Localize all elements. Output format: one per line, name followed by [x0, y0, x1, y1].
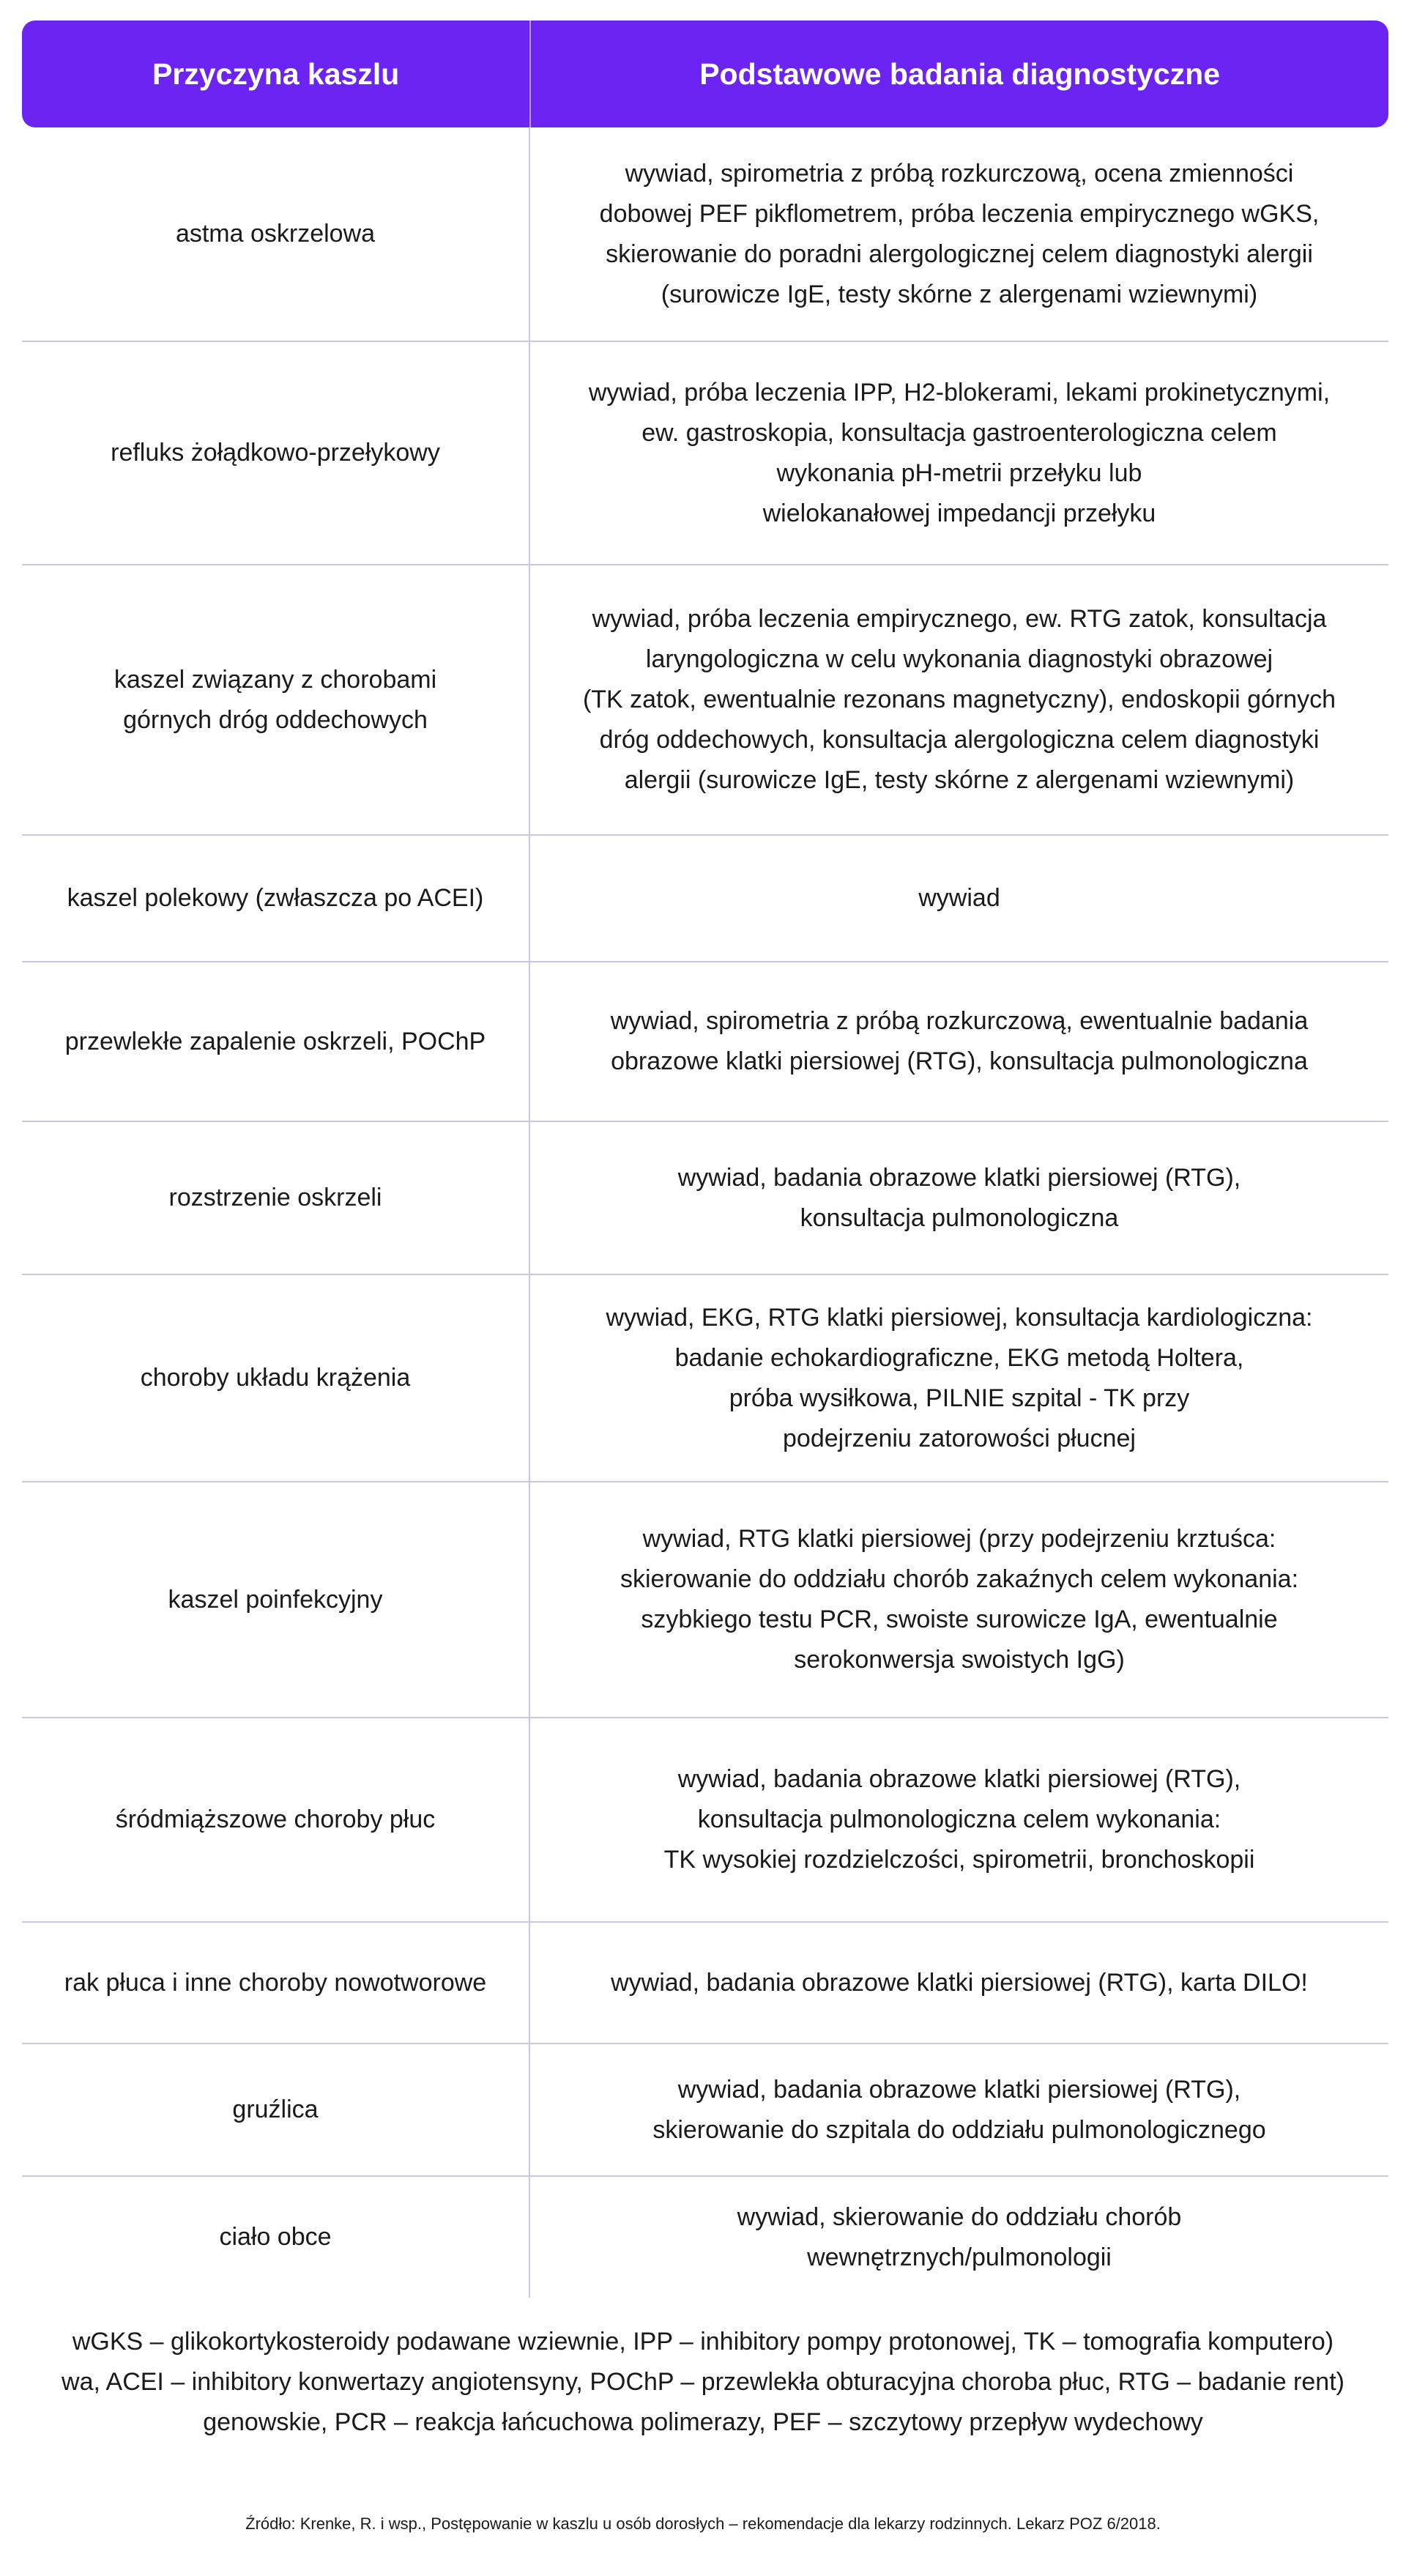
diagnostics-cell	[530, 1718, 1388, 1921]
table-row	[22, 565, 1388, 836]
cause-text: kaszel polekowy (zwłaszcza po ACEI)	[67, 884, 484, 912]
diagnostics-cell	[530, 1122, 1388, 1274]
diagnostics-text: wywiad, skierowanie do oddziału chorób wewnętrznych/pulmonologii	[737, 2202, 1182, 2271]
cause-cell	[22, 962, 530, 1121]
header-cause: Przyczyna kaszlu	[22, 21, 531, 127]
cause-cell	[22, 565, 530, 834]
table-row	[22, 836, 1388, 962]
cause-text: kaszel związany z chorobami górnych dróg oddechowych	[114, 665, 437, 734]
cause-cell	[22, 1923, 530, 2043]
cause-cell	[22, 127, 530, 341]
diagnostics-text: wywiad, spirometria z próbą rozkurczową, ocena zmienności dobowej PEF pikflometrem, próba leczenia empirycznego wGKS, skierowanie do poradni alergologicznej celem diagnostyki alergii (surowicze IgE, testy skórne z alergenami wziewnymi)	[599, 159, 1320, 308]
cause-text: refluks żołądkowo-przełykowy	[111, 439, 440, 467]
cause-text: astma oskrzelowa	[175, 220, 376, 248]
diagnostics-text: wywiad, spirometria z próbą rozkurczową, ewentualnie badania obrazowe klatki piersiowej (RTG), konsultacja pulmonologiczna	[610, 1007, 1309, 1075]
diagnostics-text: wywiad, EKG, RTG klatki piersiowej, konsultacja kardiologiczna: badanie echokardiograficzne, EKG metodą Holtera, próba wysiłkowa, PILNIE szpital - TK przy podejrzeniu zatorowości płucnej	[606, 1303, 1313, 1452]
table-row	[22, 2044, 1388, 2177]
table-row	[22, 127, 1388, 342]
diagnostics-text: wywiad, badania obrazowe klatki piersiowej (RTG), konsultacja pulmonologiczna	[677, 1163, 1241, 1232]
cause-text: gruźlica	[232, 2096, 319, 2123]
cause-cell	[22, 1275, 530, 1481]
cause-text: przewlekłe zapalenie oskrzeli, POChP	[64, 1027, 486, 1055]
cause-text: rozstrzenie oskrzeli	[168, 1184, 382, 1211]
cause-cell	[22, 1482, 530, 1717]
cause-cell	[22, 1122, 530, 1274]
cause-text: rak płuca i inne choroby nowotworowe	[64, 1968, 487, 1997]
diagnostics-text: wywiad, badania obrazowe klatki piersiowej (RTG), skierowanie do szpitala do oddziału pulmonologicznego	[652, 2075, 1266, 2144]
diagnostics-cell	[530, 1275, 1388, 1481]
diagnostics-text: wywiad, badania obrazowe klatki piersiowej (RTG), konsultacja pulmonologiczna celem wykonania: TK wysokiej rozdzielczości, spirometrii, bronchoskopii	[663, 1765, 1255, 1874]
diagnostics-text: wywiad, próba leczenia IPP, H2-blokerami, lekami prokinetycznymi, ew. gastroskopia, konsultacja gastroenterologiczna celem wykonania pH-metrii przełyku lub wielokanałowej impedancji przełyku	[588, 378, 1331, 527]
source-citation: Źródło: Krenke, R. i wsp., Postępowanie w kaszlu u osób dorosłych – rekomendacje dla lekarzy rodzinnych. Lekarz POZ 6/2018.	[245, 2514, 1161, 2533]
table-row	[22, 962, 1388, 1122]
diagnostics-cell	[530, 342, 1388, 564]
cause-text: śródmiąższowe choroby płuc	[115, 1805, 436, 1833]
diagnostics-cell	[530, 836, 1388, 961]
table-row	[22, 2177, 1388, 2298]
diagnostics-cell	[530, 1923, 1388, 2043]
diagnostics-cell	[530, 127, 1388, 341]
table-row	[22, 1923, 1388, 2044]
table-row	[22, 342, 1388, 565]
cause-text: choroby układu krążenia	[140, 1364, 411, 1392]
diagnostics-text: wywiad	[918, 884, 1000, 912]
cause-cell	[22, 1718, 530, 1921]
diagnostics-text: wywiad, RTG klatki piersiowej (przy podejrzeniu krztuśca: skierowanie do oddziału chorób zakaźnych celem wykonania: szybkiego testu PCR, swoiste surowicze IgA, ewentualnie serokonwersja swoistych IgG)	[620, 1525, 1299, 1674]
diagnostics-cell	[530, 1482, 1388, 1717]
diagnostics-text: wywiad, próba leczenia empirycznego, ew. RTG zatok, konsultacja laryngologiczna w celu wykonania diagnostyki obrazowej (TK zatok, ewentualnie rezonans magnetyczny), endoskopii górnych dróg oddechowych, konsultacja alergologiczna celem diagnostyki alergii (surowicze IgE, testy skórne z alergenami wziewnymi)	[582, 605, 1336, 794]
cause-text: ciało obce	[219, 2223, 332, 2251]
cause-cell	[22, 342, 530, 564]
cause-cell	[22, 2044, 530, 2175]
diagnostics-cell	[530, 2044, 1388, 2175]
table-row	[22, 1275, 1388, 1482]
diagnostics-text: wywiad, badania obrazowe klatki piersiowej (RTG), karta DILO!	[611, 1968, 1308, 1997]
diagnostics-cell	[530, 2177, 1388, 2298]
diagnostics-cell	[530, 962, 1388, 1121]
table-row	[22, 1718, 1388, 1923]
table-header	[22, 21, 1388, 127]
abbreviation-legend: wGKS – glikokortykosteroidy podawane wziewnie, IPP – inhibitory pompy protonowej, TK – tomografia komputero) wa, ACEI – inhibitory konwertazy angiotensyny, POChP – przewlekła obturacyjna choroba płuc, RTG – badanie rent) genowskie, PCR – reakcja łańcuchowa polimerazy, PEF – szczytowy przepływ wydechowy	[62, 2328, 1344, 2436]
header-diagnostics: Podstawowe badania diagnostyczne	[699, 56, 1221, 91]
cause-cell	[22, 836, 530, 961]
diagnostics-cell	[530, 565, 1388, 834]
table-row	[22, 1122, 1388, 1275]
table-row	[22, 1482, 1388, 1718]
cause-cell	[22, 2177, 530, 2298]
diagnostics-table	[22, 21, 1388, 2298]
cause-text: kaszel poinfekcyjny	[168, 1585, 383, 1614]
